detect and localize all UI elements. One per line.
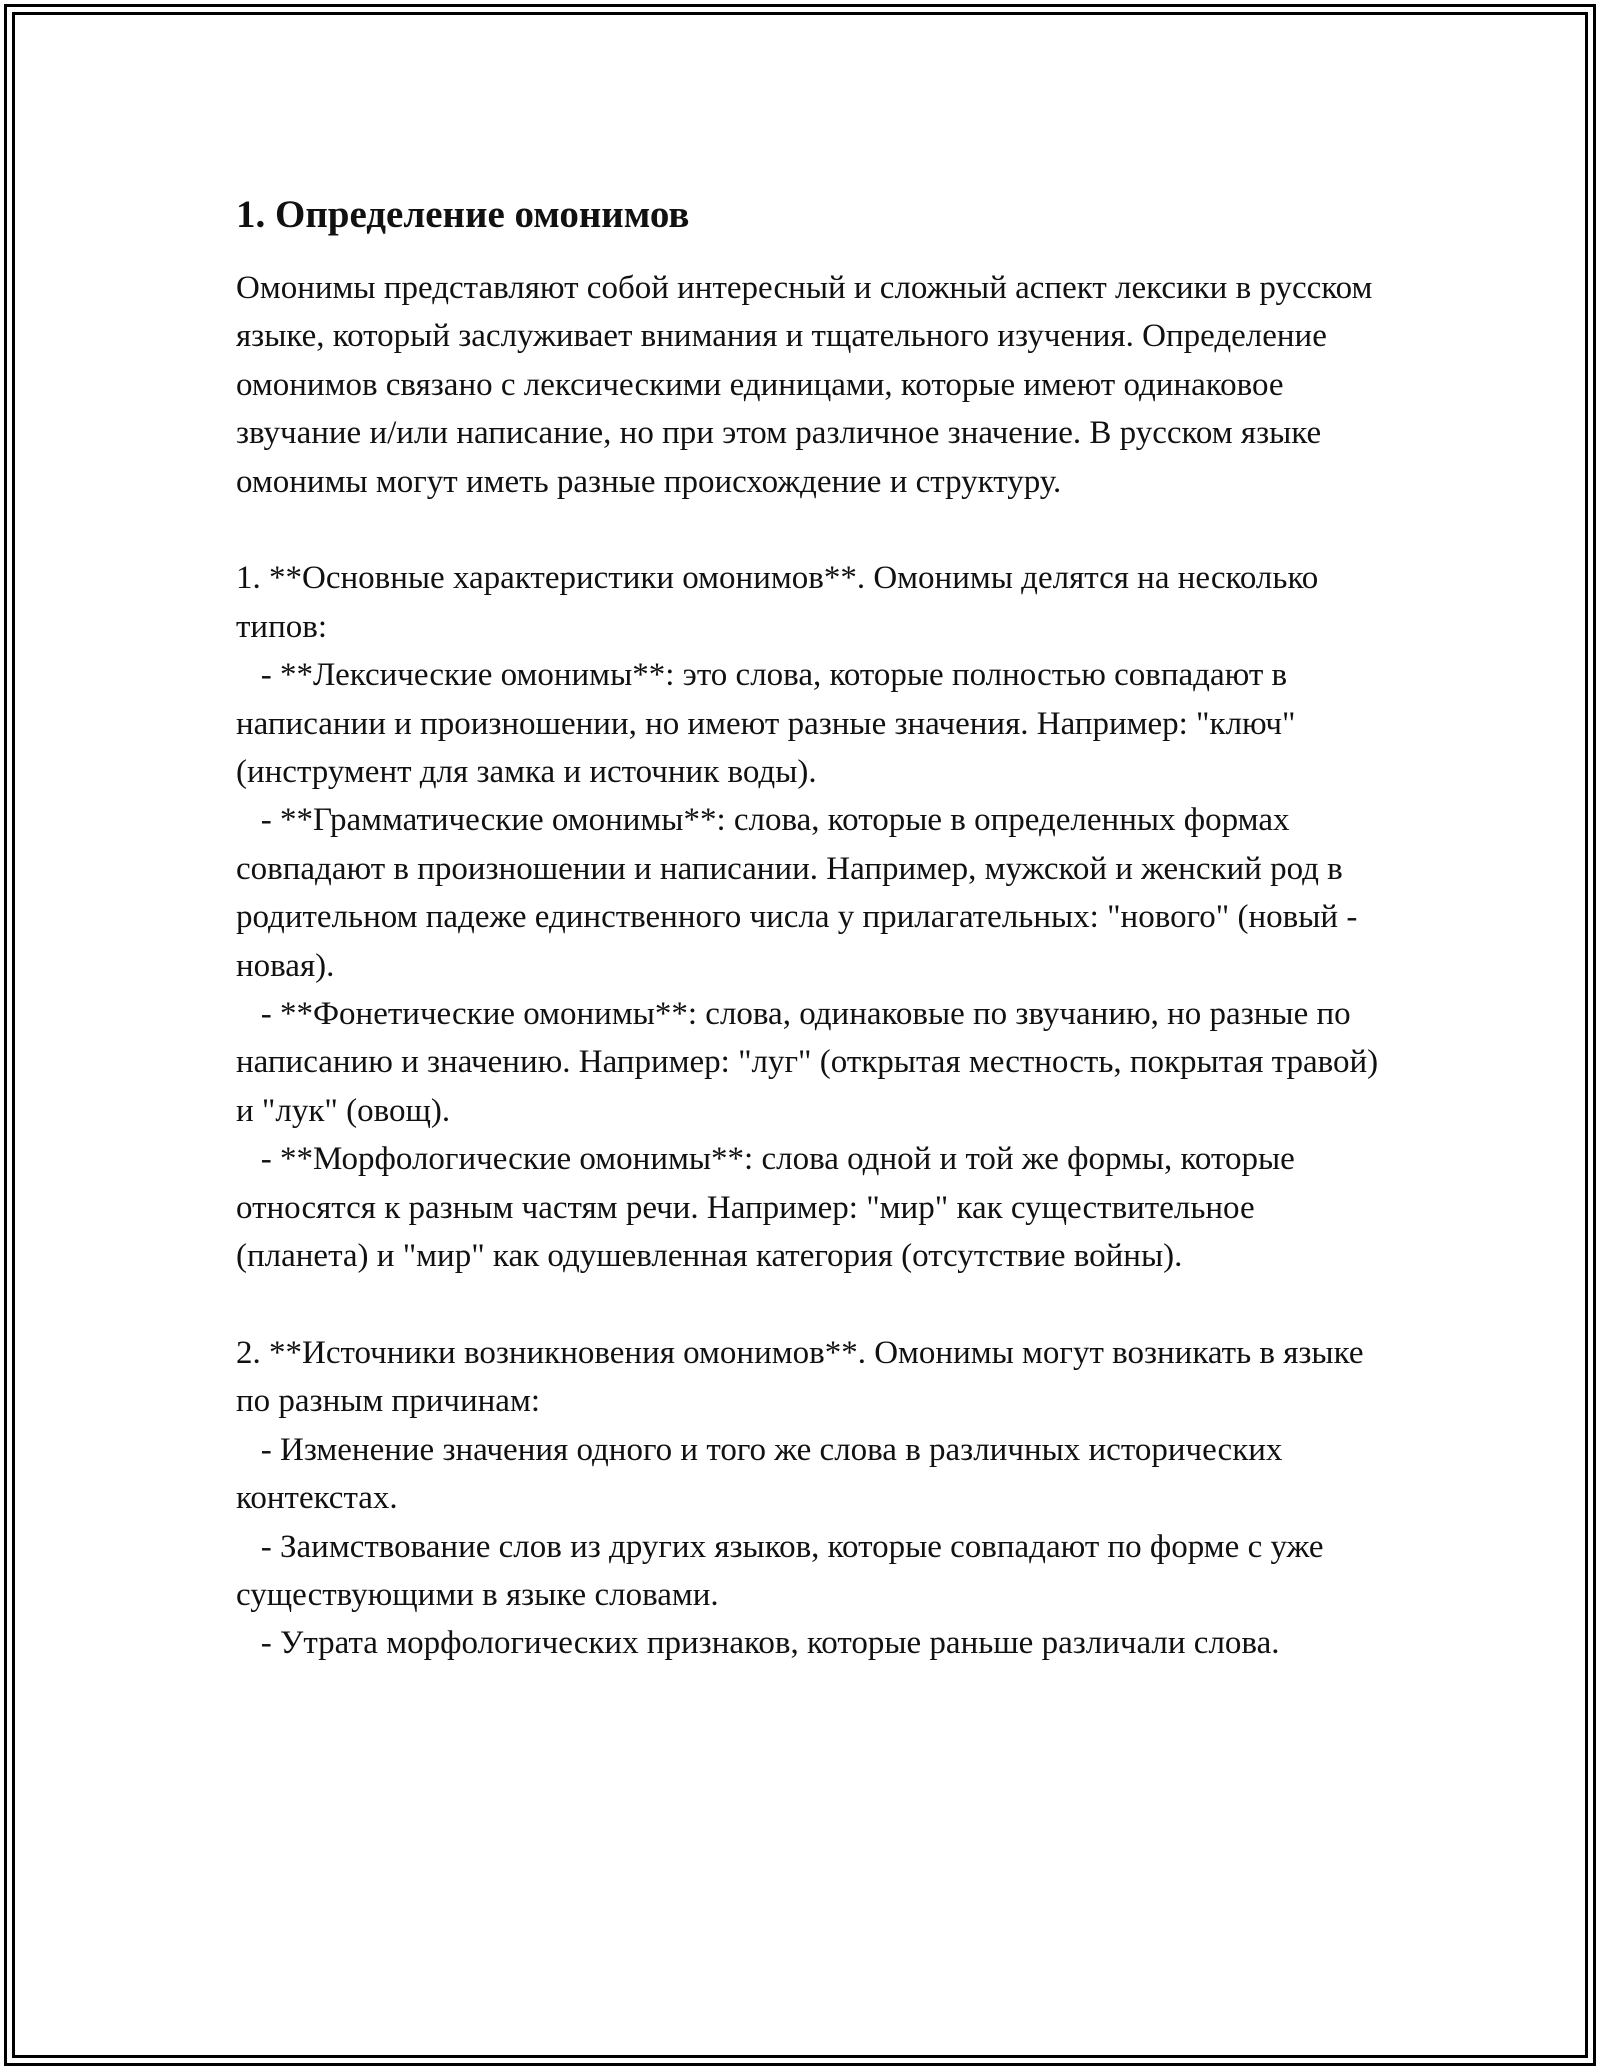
list-item-morphological: - **Морфологические омонимы**: слова одной и той же формы, которые относятся к разным частям речи. Например: "мир" как существительное (планета) и "мир" как одушевленная категория (отсутствие войны).: [236, 1141, 1295, 1275]
paragraph-gap: [236, 1281, 1386, 1329]
list-item-loss-of-features: - Утрата морфологических признаков, которые раньше различали слова.: [260, 1625, 1280, 1662]
intro-paragraph: Омонимы представляют собой интересный и сложный аспект лексики в русском языке, который заслуживает внимания и тщательного изучения. Определение омонимов связано с лексическими единицами, которые имеют одинаковое звучание и/или написание, но при этом различное значение. В русском языке омонимы могут иметь разные происхождение и структуру.: [236, 270, 1373, 500]
section-title: 1. Определение омонимов: [236, 193, 690, 236]
list-item-phonetic: - **Фонетические омонимы**: слова, одинаковые по звучанию, но разные по написанию и значению. Например: "луг" (открытая местность, покрытая травой) и "лук" (овощ).: [236, 996, 1379, 1129]
list-item-meaning-change: - Изменение значения одного и того же слова в различных исторических контекстах.: [236, 1431, 1283, 1517]
paragraph-gap: [236, 506, 1386, 554]
section1-lead: 1. **Основные характеристики омонимов**. Омонимы делятся на несколько типов:: [236, 560, 1319, 645]
list-item-lexical: - **Лексические омонимы**: это слова, которые полностью совпадают в написании и произношении, но имеют разные значения. Например: "ключ" (инструмент для замка и источник воды).: [236, 657, 1296, 791]
list-item-borrowing: - Заимствование слов из других языков, которые совпадают по форме с уже существующими в языке словами.: [236, 1528, 1324, 1613]
document-body: [236, 264, 1386, 1668]
document-page: [236, 190, 1386, 1668]
section2-lead: 2. **Источники возникновения омонимов**. Омонимы могут возникать в языке по разным причинам:: [236, 1334, 1364, 1420]
list-item-grammatical: - **Грамматические омонимы**: слова, которые в определенных формах совпадают в произношении и написании. Например, мужской и женский род в родительном падеже единственного числа у прилагательных: "нового" (новый - новая).: [236, 802, 1358, 984]
